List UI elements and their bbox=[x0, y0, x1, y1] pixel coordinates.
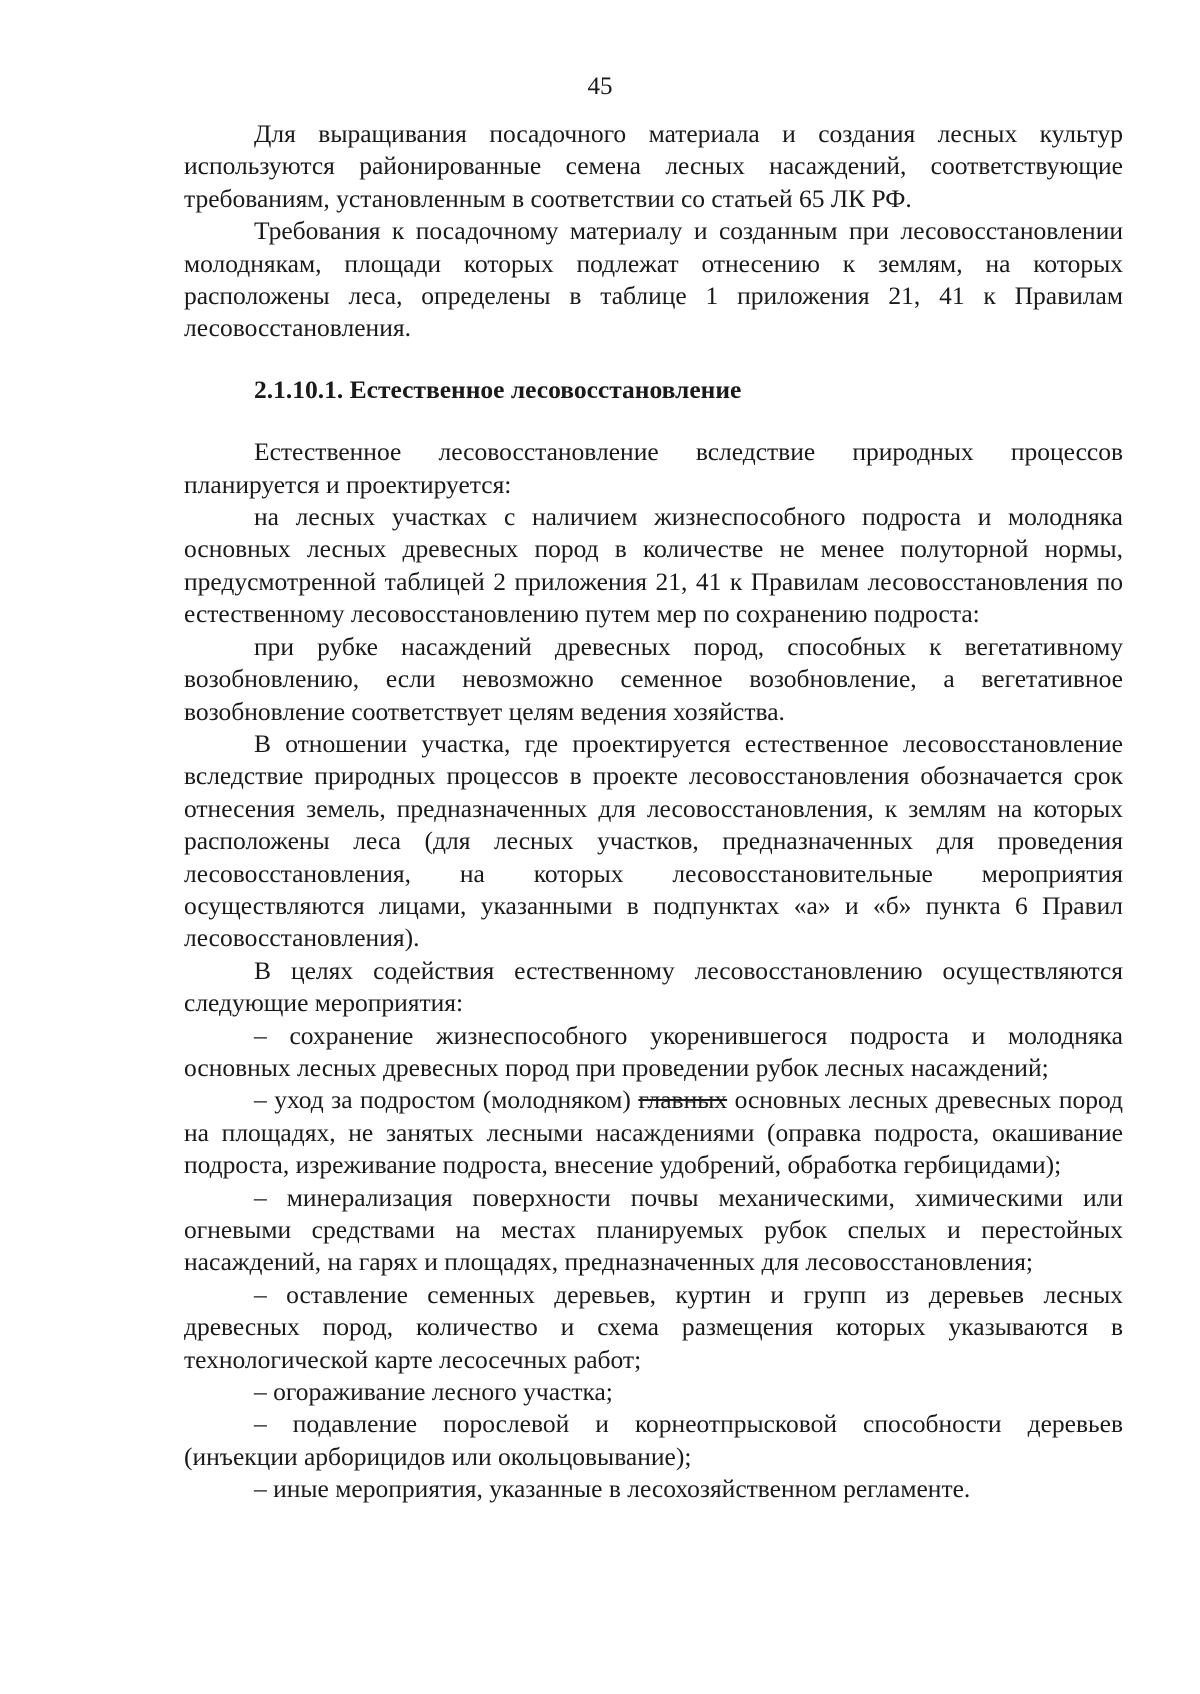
paragraph-natural-restoration-intro: Естественное лесовосстановление вследствие природных процессов планируется и проектируется: bbox=[184, 437, 1123, 499]
measure-2-text-end: основных лесных древесных пород на площадях, не занятых лесными насаждениями (оправка подроста, окашивание подроста, изреживание подроста, внесение удобрений, обработка гербицидами); bbox=[184, 1085, 1123, 1180]
list-item-measure-6: – подавление порослевой и корнеотпрысковой способности деревьев (инъекции арборицидов или окольцовывание); bbox=[184, 1409, 1123, 1471]
paragraph-seed-requirements: Для выращивания посадочного материала и создания лесных культур используются районированные семена лесных насаждений, соответствующие требованиям, установленным в соответствии со статьей 65 ЛК РФ. bbox=[184, 119, 1123, 213]
struck-through-word: главных bbox=[638, 1085, 728, 1115]
list-item-measure-2 bbox=[184, 1084, 1123, 1181]
paragraph-case-vegetative: при рубке насаждений древесных пород, способных к вегетативному возобновлению, если невозможно семенное возобновление, а вегетативное возобновление соответствует целям ведения хозяйства. bbox=[184, 631, 1123, 726]
list-item-measure-7: – иные мероприятия, указанные в лесохозяйственном регламенте. bbox=[254, 1474, 971, 1504]
paragraph-measures-intro: В целях содействия естественному лесовосстановлению осуществляются следующие мероприятия: bbox=[184, 955, 1123, 1018]
paragraph-planting-material-requirements: Требования к посадочному материалу и созданным при лесовосстановлении молоднякам, площади которых подлежат отнесению к землям, на которых расположены леса, определены в таблице 1 приложения 21, 41 к Правилам лесовосстановления. bbox=[184, 216, 1123, 343]
list-item-measure-4: – оставление семенных деревьев, куртин и групп из деревьев лесных древесных пород, количество и схема размещения которых указываются в технологической карте лесосечных работ; bbox=[184, 1279, 1123, 1374]
list-item-measure-5: – огораживание лесного участка; bbox=[254, 1377, 613, 1407]
section-heading: 2.1.10.1. Естественное лесовосстановление bbox=[254, 374, 742, 404]
paragraph-designation: В отношении участка, где проектируется естественное лесовосстановление вследствие природных процессов в проекте лесовосстановления обозначается срок отнесения земель, предназначенных для лесовосстановления, к землям на которых расположены леса (для лесных участков, предназначенных для проведения лесовосстановления, на которых лесовосстановительные мероприятия осуществляются лицами, указанными в подпунктах «а» и «б» пункта 6 Правил лесовосстановления). bbox=[184, 728, 1123, 953]
list-item-measure-3: – минерализация поверхности почвы механическими, химическими или огневыми средствами на местах планируемых рубок спелых и перестойных насаждений, на гарях и площадях, предназначенных для лесовосстановления; bbox=[184, 1182, 1123, 1277]
paragraph-case-undergrowth: на лесных участках с наличием жизнеспособного подроста и молодняка основных лесных древесных пород в количестве не менее полуторной нормы, предусмотренной таблицей 2 приложения 21, 41 к Правилам лесовосстановления по естественному лесовосстановлению путем мер по сохранению подроста: bbox=[184, 502, 1123, 629]
list-item-measure-1: – сохранение жизнеспособного укоренившегося подроста и молодняка основных лесных древесных пород при проведении рубок лесных насаждений; bbox=[184, 1020, 1123, 1082]
page-number: 45 bbox=[587, 73, 613, 100]
measure-2-text-start: – уход за подростом (молодняком) bbox=[254, 1085, 639, 1115]
document-body bbox=[184, 118, 1123, 1506]
